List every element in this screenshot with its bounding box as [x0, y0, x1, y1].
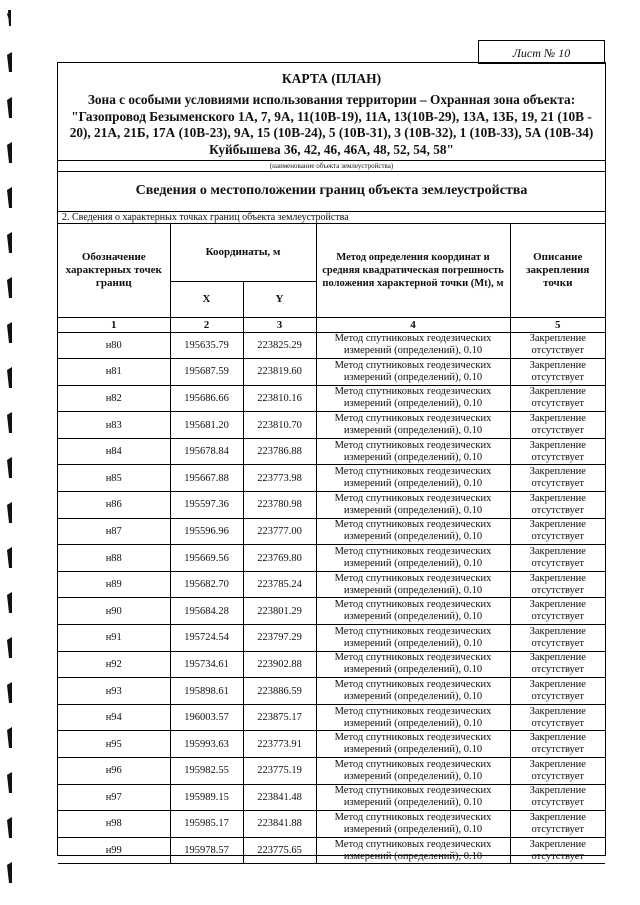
cell-method: Метод спутниковых геодезических измерений (определений), 0.10 — [316, 784, 510, 811]
sheet-number-label: Лист № 10 — [478, 40, 605, 64]
cell-description: Закрепление отсутствует — [510, 704, 605, 731]
cell-description: Закрепление отсутствует — [510, 731, 605, 758]
cell-point: н82 — [58, 385, 170, 412]
cell-x: 195985.17 — [170, 811, 243, 838]
table-row — [58, 678, 605, 705]
cell-y: 223785.24 — [243, 571, 316, 598]
cell-x: 195898.61 — [170, 678, 243, 705]
cell-description: Закрепление отсутствует — [510, 598, 605, 625]
cell-description: Закрепление отсутствует — [510, 332, 605, 359]
cell-x: 195669.56 — [170, 545, 243, 572]
cell-point: н99 — [58, 837, 170, 864]
cell-x: 195635.79 — [170, 332, 243, 359]
cell-description: Закрепление отсутствует — [510, 518, 605, 545]
cell-description: Закрепление отсутствует — [510, 837, 605, 864]
cell-x: 195978.57 — [170, 837, 243, 864]
document-frame — [57, 62, 606, 862]
cell-y: 223786.88 — [243, 438, 316, 465]
cell-x: 195993.63 — [170, 731, 243, 758]
cell-point: н85 — [58, 465, 170, 492]
cell-description: Закрепление отсутствует — [510, 465, 605, 492]
cell-y: 223810.70 — [243, 412, 316, 439]
cell-description: Закрепление отсутствует — [510, 492, 605, 519]
cell-y: 223841.88 — [243, 811, 316, 838]
table-row — [58, 412, 605, 439]
header-method: Метод определения координат и средняя квадратическая погрешность положения характерной точки (Mt), м — [316, 224, 510, 317]
cell-method: Метод спутниковых геодезических измерений (определений), 0.10 — [316, 518, 510, 545]
cell-y: 223773.91 — [243, 731, 316, 758]
cell-x: 195682.70 — [170, 571, 243, 598]
cell-point: н97 — [58, 784, 170, 811]
cell-point: н98 — [58, 811, 170, 838]
table-row — [58, 651, 605, 678]
cell-point: н87 — [58, 518, 170, 545]
cell-description: Закрепление отсутствует — [510, 571, 605, 598]
cell-y: 223769.80 — [243, 545, 316, 572]
cell-x: 195597.36 — [170, 492, 243, 519]
cell-description: Закрепление отсутствует — [510, 545, 605, 572]
cell-y: 223886.59 — [243, 678, 316, 705]
cell-y: 223825.29 — [243, 332, 316, 359]
cell-method: Метод спутниковых геодезических измерений (определений), 0.10 — [316, 704, 510, 731]
table-row — [58, 784, 605, 811]
table-row — [58, 359, 605, 386]
table-row — [58, 385, 605, 412]
cell-point: н84 — [58, 438, 170, 465]
cell-y: 223801.29 — [243, 598, 316, 625]
cell-point: н94 — [58, 704, 170, 731]
cell-x: 195684.28 — [170, 598, 243, 625]
binding-holes — [0, 0, 40, 905]
title-block — [58, 63, 605, 160]
cell-description: Закрепление отсутствует — [510, 412, 605, 439]
header-description: Описание закрепления точки — [510, 224, 605, 317]
cell-y: 223841.48 — [243, 784, 316, 811]
table-row — [58, 332, 605, 359]
cell-method: Метод спутниковых геодезических измерений (определений), 0.10 — [316, 811, 510, 838]
column-number: 5 — [510, 317, 605, 332]
cell-y: 223810.16 — [243, 385, 316, 412]
cell-x: 195982.55 — [170, 758, 243, 785]
cell-y: 223819.60 — [243, 359, 316, 386]
table-row — [58, 704, 605, 731]
cell-description: Закрепление отсутствует — [510, 811, 605, 838]
cell-x: 195687.59 — [170, 359, 243, 386]
table-row — [58, 758, 605, 785]
cell-y: 223780.98 — [243, 492, 316, 519]
cell-method: Метод спутниковых геодезических измерений (определений), 0.10 — [316, 598, 510, 625]
cell-y: 223773.98 — [243, 465, 316, 492]
cell-point: н89 — [58, 571, 170, 598]
cell-method: Метод спутниковых геодезических измерений (определений), 0.10 — [316, 412, 510, 439]
cell-point: н88 — [58, 545, 170, 572]
cell-x: 195667.88 — [170, 465, 243, 492]
cell-method: Метод спутниковых геодезических измерений (определений), 0.10 — [316, 385, 510, 412]
table-row — [58, 438, 605, 465]
table-row — [58, 465, 605, 492]
cell-method: Метод спутниковых геодезических измерений (определений), 0.10 — [316, 625, 510, 652]
cell-x: 195596.96 — [170, 518, 243, 545]
points-table-body — [58, 332, 605, 864]
header-x: X — [170, 281, 243, 317]
cell-point: н80 — [58, 332, 170, 359]
cell-description: Закрепление отсутствует — [510, 651, 605, 678]
table-row — [58, 518, 605, 545]
document-title: КАРТА (ПЛАН) — [281, 71, 382, 86]
points-table — [58, 224, 605, 864]
cell-point: н90 — [58, 598, 170, 625]
table-row — [58, 811, 605, 838]
cell-method: Метод спутниковых геодезических измерений (определений), 0.10 — [316, 651, 510, 678]
cell-x: 195686.66 — [170, 385, 243, 412]
table-row — [58, 492, 605, 519]
column-number: 2 — [170, 317, 243, 332]
cell-x: 195724.54 — [170, 625, 243, 652]
table-row — [58, 545, 605, 572]
cell-y: 223775.19 — [243, 758, 316, 785]
cell-point: н96 — [58, 758, 170, 785]
cell-method: Метод спутниковых геодезических измерений (определений), 0.10 — [316, 545, 510, 572]
cell-description: Закрепление отсутствует — [510, 758, 605, 785]
cell-y: 223875.17 — [243, 704, 316, 731]
table-row — [58, 731, 605, 758]
header-point: Обозначение характерных точек границ — [58, 224, 170, 317]
cell-x: 195678.84 — [170, 438, 243, 465]
cell-method: Метод спутниковых геодезических измерений (определений), 0.10 — [316, 731, 510, 758]
cell-x: 195681.20 — [170, 412, 243, 439]
column-number: 1 — [58, 317, 170, 332]
cell-method: Метод спутниковых геодезических измерений (определений), 0.10 — [316, 359, 510, 386]
table-row — [58, 571, 605, 598]
cell-point: н91 — [58, 625, 170, 652]
cell-description: Закрепление отсутствует — [510, 678, 605, 705]
cell-point: н86 — [58, 492, 170, 519]
object-caption: (наименование объекта землеустройства) — [58, 160, 605, 172]
cell-point: н81 — [58, 359, 170, 386]
zone-title: Зона с особыми условиями использования территории – Охранная зона объекта: "Газопровод Безыменского 1А, 7, 9А, 11(10В-19), 11А, 13(10В-29), 13А, 13Б, 19, 21 (10В - 20), 21А, 21Б, 17А (10В-23), 9А, 15 (10В-24), 5 (10В-31), 3 (10В-32), 1 (10В-33), 5А (10В-34) Куйбышева 36, 42, 46, 46А, 48, 52, 54, 58" — [69, 92, 594, 157]
column-number: 3 — [243, 317, 316, 332]
table-row — [58, 625, 605, 652]
cell-point: н83 — [58, 412, 170, 439]
cell-y: 223775.65 — [243, 837, 316, 864]
cell-method: Метод спутниковых геодезических измерений (определений), 0.10 — [316, 492, 510, 519]
cell-description: Закрепление отсутствует — [510, 385, 605, 412]
table-row — [58, 598, 605, 625]
cell-method: Метод спутниковых геодезических измерений (определений), 0.10 — [316, 465, 510, 492]
header-coordinates: Координаты, м — [170, 224, 316, 281]
cell-method: Метод спутниковых геодезических измерений (определений), 0.10 — [316, 678, 510, 705]
cell-method: Метод спутниковых геодезических измерений (определений), 0.10 — [316, 571, 510, 598]
cell-y: 223902.88 — [243, 651, 316, 678]
header-y: Y — [243, 281, 316, 317]
cell-y: 223777.00 — [243, 518, 316, 545]
cell-description: Закрепление отсутствует — [510, 784, 605, 811]
cell-description: Закрепление отсутствует — [510, 438, 605, 465]
column-number: 4 — [316, 317, 510, 332]
cell-point: н93 — [58, 678, 170, 705]
cell-method: Метод спутниковых геодезических измерений (определений), 0.10 — [316, 332, 510, 359]
cell-x: 195989.15 — [170, 784, 243, 811]
cell-y: 223797.29 — [243, 625, 316, 652]
cell-method: Метод спутниковых геодезических измерений (определений), 0.10 — [316, 438, 510, 465]
table-row — [58, 837, 605, 864]
cell-x: 195734.61 — [170, 651, 243, 678]
cell-description: Закрепление отсутствует — [510, 625, 605, 652]
cell-method: Метод спутниковых геодезических измерений (определений), 0.10 — [316, 837, 510, 864]
subsection-title: 2. Сведения о характерных точках границ объекта землеустройства — [58, 211, 605, 224]
cell-method: Метод спутниковых геодезических измерений (определений), 0.10 — [316, 758, 510, 785]
section-title: Сведения о местоположении границ объекта землеустройства — [58, 171, 605, 212]
cell-point: н95 — [58, 731, 170, 758]
cell-x: 196003.57 — [170, 704, 243, 731]
cell-description: Закрепление отсутствует — [510, 359, 605, 386]
cell-point: н92 — [58, 651, 170, 678]
